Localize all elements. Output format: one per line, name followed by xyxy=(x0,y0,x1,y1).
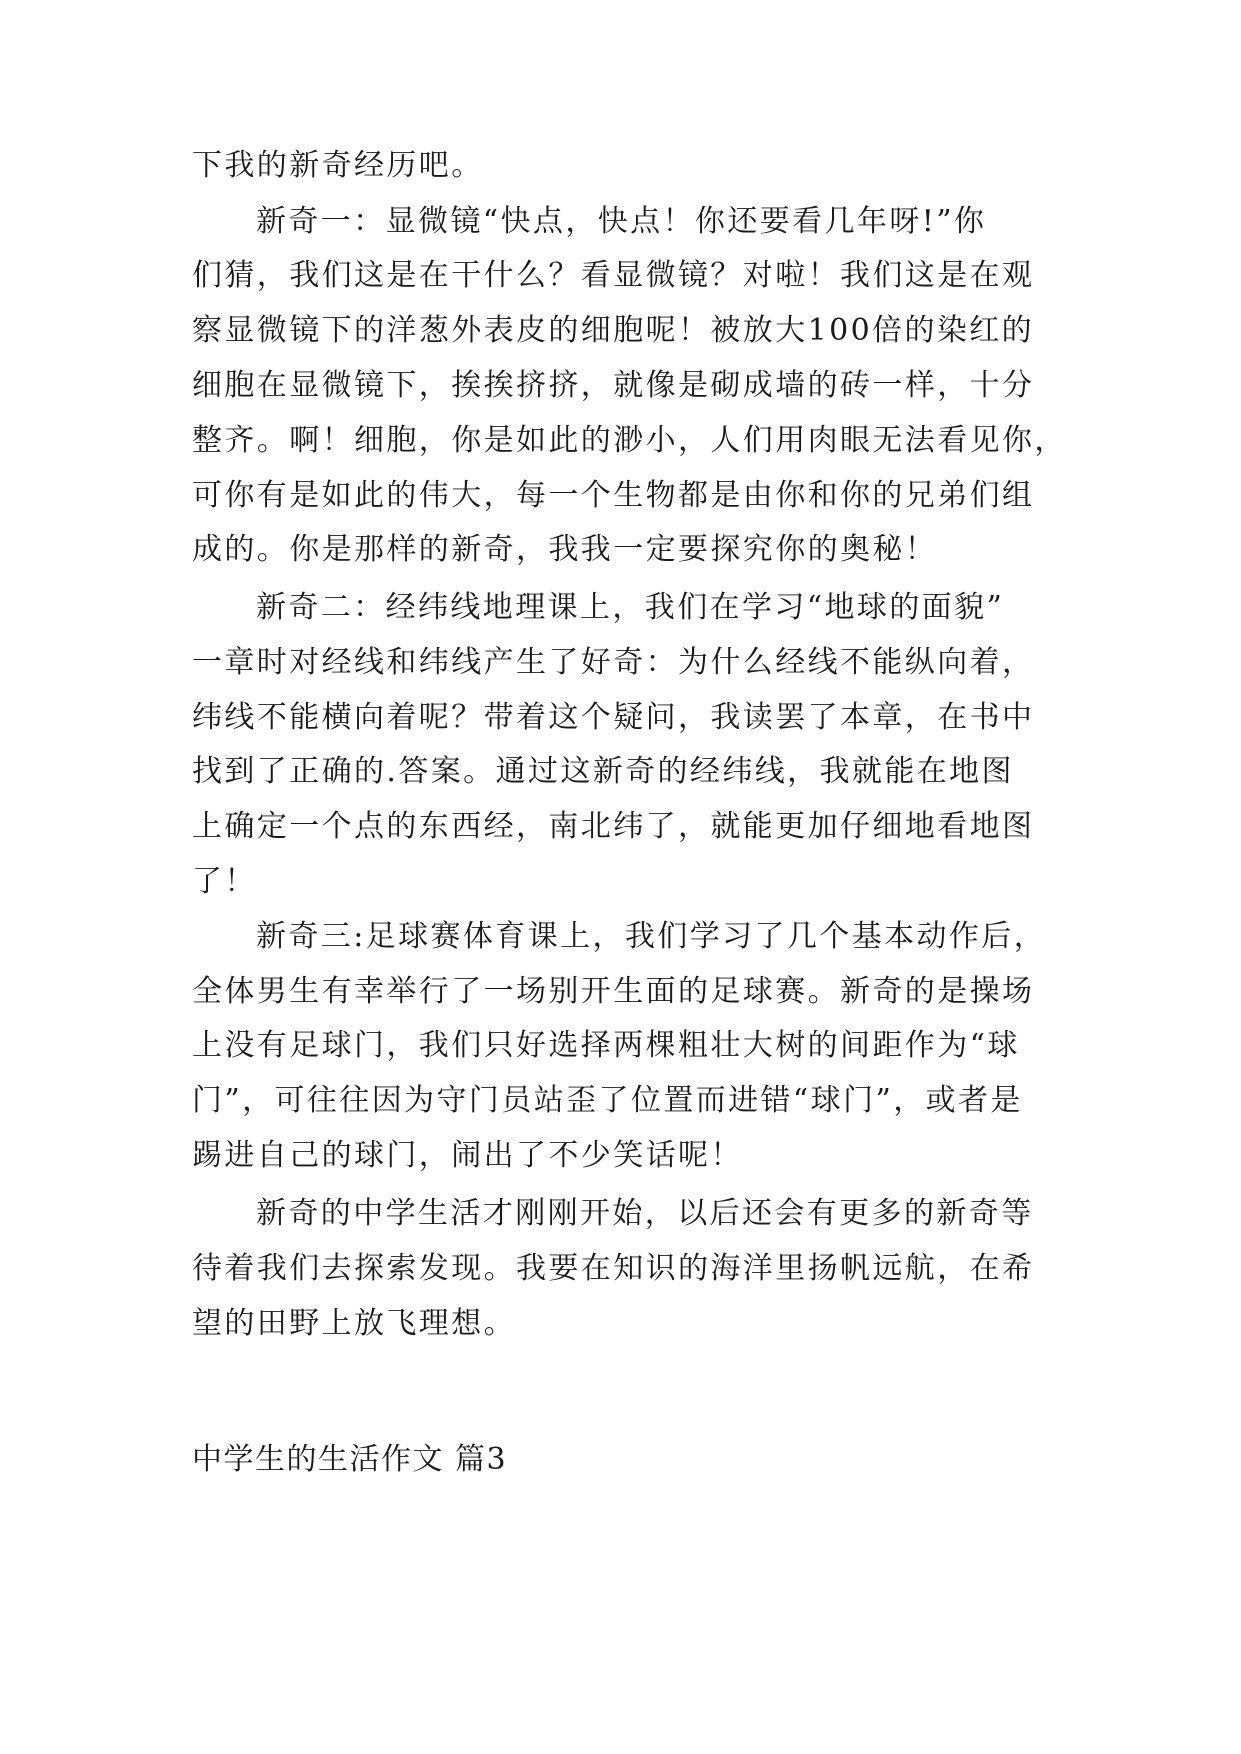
text-line: 可你有是如此的伟大，每一个生物都是由你和你的兄弟们组 xyxy=(192,478,1035,513)
text-line: 上确定一个点的东西经，南北纬了，就能更加仔细地看地图 xyxy=(192,809,1035,844)
text-line: 新奇的中学生活才刚刚开始，以后还会有更多的新奇等 xyxy=(256,1196,1034,1231)
text-line: 纬线不能横向着呢？带着这个疑问，我读罢了本章，在书中 xyxy=(192,700,1035,735)
text-line: 新奇二：经纬线地理课上，我们在学习“地球的面貌” xyxy=(256,590,1005,625)
text-line: 了！ xyxy=(192,864,257,899)
text-line: 全体男生有幸举行了一场别开生面的足球赛。新奇的是操场 xyxy=(192,974,1035,1009)
text-line: 找到了正确的.答案。通过这新奇的经纬线，我就能在地图 xyxy=(192,754,1014,789)
text-line: 踢进自己的球门，闹出了不少笑话呢！ xyxy=(192,1138,743,1173)
text-line: 一章时对经线和纬线产生了好奇：为什么经线不能纵向着， xyxy=(192,645,1035,680)
section-heading: 中学生的生活作文 篇3 xyxy=(192,1442,508,1477)
text-line: 上没有足球门，我们只好选择两棵粗壮大树的间距作为“球 xyxy=(192,1028,1020,1063)
text-line: 待着我们去探索发现。我要在知识的海洋里扬帆远航，在希 xyxy=(192,1251,1035,1286)
text-line: 门”，可往往因为守门员站歪了位置而进错“球门”，或者是 xyxy=(192,1083,1023,1118)
text-line: 细胞在显微镜下，挨挨挤挤，就像是砌成墙的砖一样，十分 xyxy=(192,368,1035,403)
text-line: 成的。你是那样的新奇，我我一定要探究你的奥秘！ xyxy=(192,532,938,567)
text-line: 望的田野上放飞理想。 xyxy=(192,1306,516,1341)
text-line: 们猜，我们这是在干什么？看显微镜？对啦！我们这是在观 xyxy=(192,258,1035,293)
text-line: 下我的新奇经历吧。 xyxy=(192,148,484,183)
text-line: 整齐。啊！细胞，你是如此的渺小，人们用肉眼无法看见你， xyxy=(192,423,1067,458)
text-line: 新奇三:足球赛体育课上，我们学习了几个基本动作后， xyxy=(256,919,1047,954)
text-line: 察显微镜下的洋葱外表皮的细胞呢！被放大100倍的染红的 xyxy=(192,313,1035,348)
text-line: 新奇一：显微镜“快点，快点！你还要看几年呀!”你 xyxy=(256,204,987,239)
